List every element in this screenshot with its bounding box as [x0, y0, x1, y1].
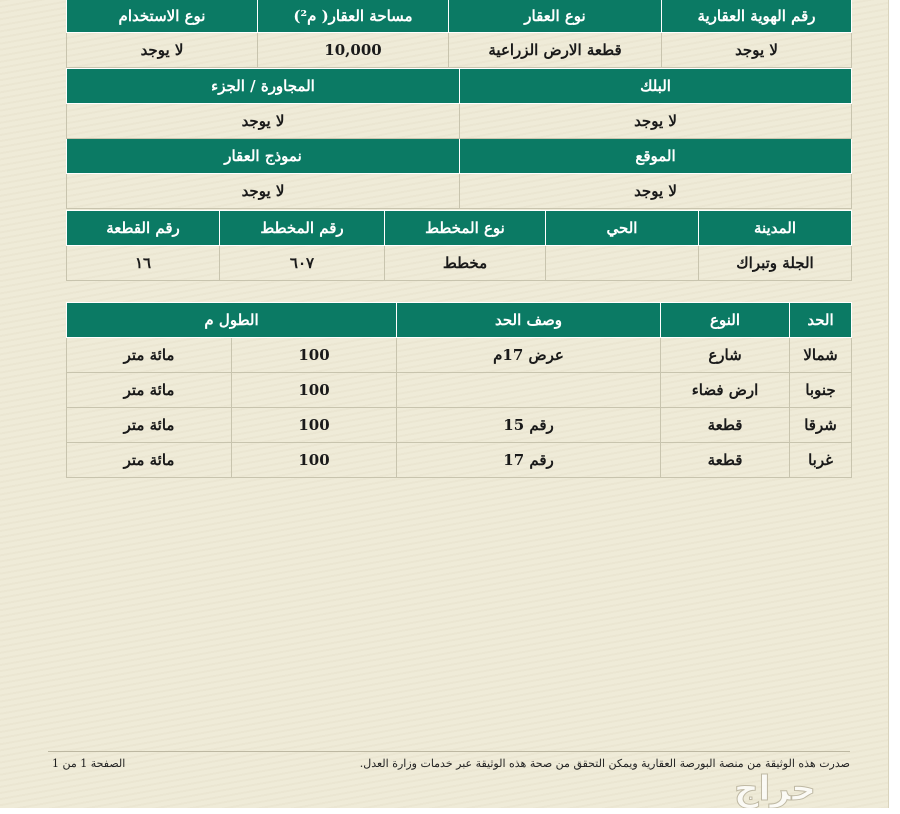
header-boundary-description: وصف الحد [397, 303, 661, 338]
header-city: المدينة [699, 211, 852, 246]
haraj-watermark-logo [660, 768, 890, 808]
boundary-length: 100 [232, 408, 397, 443]
property-model-value: لا يوجد [67, 174, 460, 209]
boundary-description: رقم 15 [397, 408, 661, 443]
header-plan-number: رقم المخطط [220, 211, 385, 246]
city-value: الجلة وتبراك [699, 246, 852, 281]
boundary-side: غربا [790, 443, 852, 478]
property-info-table [66, 0, 852, 68]
boundary-length: 100 [232, 373, 397, 408]
boundary-length-text: مائة متر [67, 373, 232, 408]
boundary-type: شارع [661, 338, 790, 373]
boundary-length: 100 [232, 443, 397, 478]
footer-divider [48, 751, 850, 752]
header-property-type: نوع العقار [449, 0, 662, 33]
boundary-length-text: مائة متر [67, 408, 232, 443]
boundary-description: عرض 17م [397, 338, 661, 373]
header-boundary-type: النوع [661, 303, 790, 338]
neighborhood-part-value: لا يوجد [67, 104, 460, 139]
header-district: الحي [546, 211, 699, 246]
header-property-id: رقم الهوية العقارية [662, 0, 852, 33]
location-table [66, 68, 852, 209]
header-length: الطول م [67, 303, 397, 338]
header-location: الموقع [460, 139, 852, 174]
header-plan-type: نوع المخطط [385, 211, 546, 246]
location-value: لا يوجد [460, 174, 852, 209]
header-block: البلك [460, 69, 852, 104]
footer-note: صدرت هذه الوثيقة من منصة البورصة العقارية ويمكن التحقق من صحة هذه الوثيقة عبر خدمات وزارة العدل. [359, 757, 850, 770]
page-number: الصفحة 1 من 1 [52, 757, 126, 770]
header-boundary: الحد [790, 303, 852, 338]
boundaries-table [66, 302, 852, 478]
property-type-value: قطعة الارض الزراعية [449, 33, 662, 68]
header-neighborhood-part: المجاورة / الجزء [67, 69, 460, 104]
boundary-description [397, 373, 661, 408]
table-row [67, 373, 852, 408]
boundary-type: قطعة [661, 443, 790, 478]
header-property-area: مساحة العقار( م²) [258, 0, 449, 33]
boundary-length-text: مائة متر [67, 338, 232, 373]
boundary-side: جنوبا [790, 373, 852, 408]
property-area-value: 10,000 [258, 33, 449, 68]
table-row [67, 443, 852, 478]
boundary-side: شمالا [790, 338, 852, 373]
plot-number-value: ١٦ [67, 246, 220, 281]
header-usage-type: نوع الاستخدام [67, 0, 258, 33]
boundary-type: ارض فضاء [661, 373, 790, 408]
district-value [546, 246, 699, 281]
header-plot-number: رقم القطعة [67, 211, 220, 246]
boundary-type: قطعة [661, 408, 790, 443]
boundary-side: شرقا [790, 408, 852, 443]
header-property-model: نموذج العقار [67, 139, 460, 174]
property-id-value: لا يوجد [662, 33, 852, 68]
plan-number-value: ٦٠٧ [220, 246, 385, 281]
boundary-description: رقم 17 [397, 443, 661, 478]
plan-type-value: مخطط [385, 246, 546, 281]
table-row [67, 338, 852, 373]
boundary-length-text: مائة متر [67, 443, 232, 478]
block-value: لا يوجد [460, 104, 852, 139]
boundary-length: 100 [232, 338, 397, 373]
table-row [67, 408, 852, 443]
plan-table [66, 210, 852, 281]
usage-type-value: لا يوجد [67, 33, 258, 68]
svg-text:حراج: حراج [734, 769, 816, 808]
